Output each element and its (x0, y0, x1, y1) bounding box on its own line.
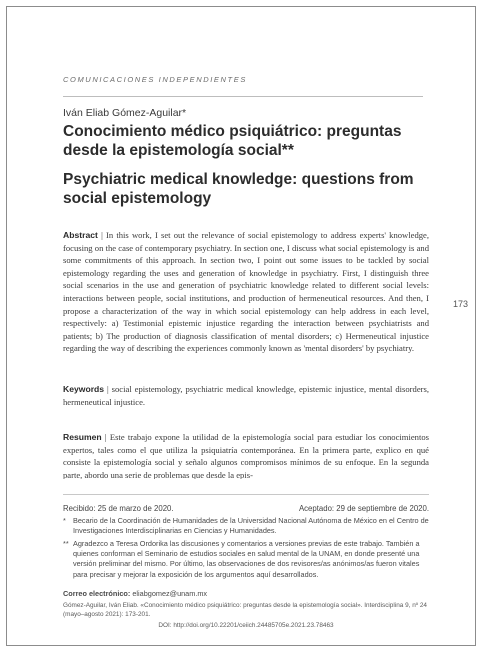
abstract-paragraph (63, 229, 429, 355)
accepted-date: Aceptado: 29 de septiembre de 2020. (298, 504, 429, 513)
footnote-1-mark: * (63, 516, 66, 525)
footnote-divider (63, 494, 429, 495)
title-english: Psychiatric medical knowledge: questions from social epistemology (63, 171, 414, 207)
author-name: Iván Eliab Gómez-Aguilar* (63, 107, 187, 119)
footnote-2-mark: ** (63, 539, 69, 548)
footnote-1-text: Becario de la Coordinación de Humanidades de la Universidad Nacional Autónoma de México en el Centro de Investigaciones Interdisciplinarias en Ciencias y Humanidades. (73, 516, 429, 536)
footnote-1 (63, 516, 429, 536)
keywords-paragraph (63, 383, 429, 408)
email-address[interactable]: eliabgomez@unam.mx (132, 589, 208, 598)
resumen-paragraph (63, 431, 429, 479)
resumen-label: Resumen (63, 432, 102, 442)
submission-dates (63, 504, 429, 513)
footnote-2 (63, 539, 429, 580)
footnote-2-text: Agradezco a Teresa Ordorika las discusiones y comentarios a versiones previas de este trabajo. También a quienes conforman el Seminario de estudios sociales en salud mental de la UNAM, en donde presenté una versión preliminar del mismo. Por último, las observaciones de dos revisores/as anónimos/as fueron vitales para precisar y mejorar la exposición de los argumentos aquí desarrollados. (73, 539, 420, 579)
citation-line: Gómez-Aguilar, Iván Eliab. «Conocimiento médico psiquiátrico: preguntas desde la epistemología social». Interdisciplina 9, nº 24 (mayo–agosto 2021): 173-201. (63, 602, 427, 618)
doi-link[interactable]: DOI: http://doi.org/10.22201/ceiich.24485705e.2021.23.78463 (158, 622, 334, 629)
received-date: Recibido: 25 de marzo de 2020. (63, 504, 174, 513)
abstract-text: | In this work, I set out the relevance of social epistemology to address experts' knowledge, focusing on the case of contemporary psychiatry. In section one, I discuss what social epistemology is and some commitments of this approach. In section two, I point out some issues to be tackled by social epistemology regarding the uses and generation of knowledge in psychiatry. First, I distinguish three social scenarios in the use and generation of psychiatric knowledge related to different social levels: interactions between people, social institutions, and production of hermeneutical resources. And then, I propose a characterization of the way in which social epistemology can help address in each level, respectively: a) Testimonial epistemic injustice regarding the interaction between psychiatrists and patients; b) The production of diagnosis classification of mental disorders; c) Hermeneutical injustice regarding the way of describing the experiences commonly known as 'mental disorders' by psychiatry. (63, 230, 429, 354)
section-label: COMUNICACIONES INDEPENDIENTES (63, 75, 423, 97)
title-spanish: Conocimiento médico psiquiátrico: preguntas desde la epistemología social** (63, 123, 402, 159)
resumen-text: | Este trabajo expone la utilidad de la epistemología social para estudiar los conocimientos expertos, tales como el que utiliza la psiquiatría contemporánea. En la primera parte, explico en qué consiste la epistemología social y señalo algunos compromisos mínimos de su enfoque. En la segunda parte, abordo una serie de problemas que desde la epis- (63, 432, 429, 479)
email-label: Correo electrónico: (63, 589, 131, 598)
keywords-label: Keywords (63, 384, 105, 394)
author-email-line (63, 589, 429, 599)
page-number: 173 (453, 299, 469, 309)
document-page (6, 6, 476, 646)
abstract-label: Abstract (63, 230, 98, 240)
keywords-text: | social epistemology, psychiatric medical knowledge, epistemic injustice, mental disorders, hermeneutical injustice. (63, 384, 429, 407)
